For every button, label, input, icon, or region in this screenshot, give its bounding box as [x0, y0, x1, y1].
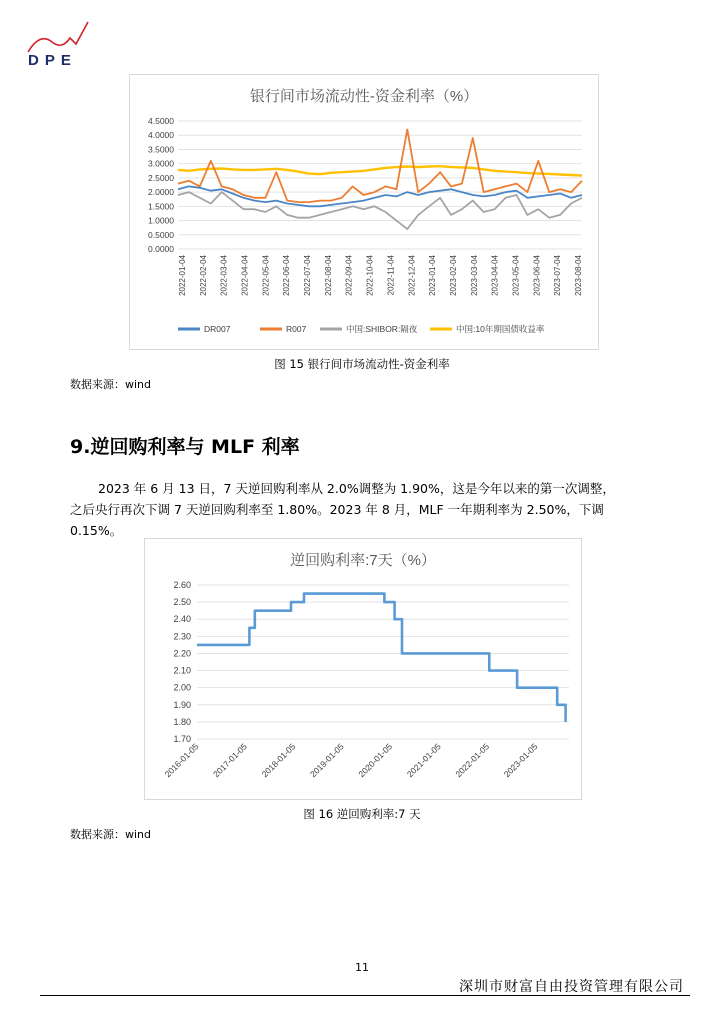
x-tick-label: 2022-12-04	[407, 255, 417, 296]
y-tick-label: 2.5000	[148, 172, 174, 183]
x-tick-label: 2020-01-05	[356, 741, 395, 780]
chart2-source: 数据来源：wind	[70, 828, 152, 841]
section-title: 9.逆回购利率与 MLF 利率	[70, 436, 300, 458]
x-tick-label: 2021-01-05	[404, 741, 443, 780]
y-tick-label: 0.0000	[148, 244, 174, 254]
x-tick-label: 2023-01-05	[501, 741, 540, 780]
para-line-1: 2023 年 6 月 13 日，7 天逆回购利率从 2.0%调整为 1.90%，这是今年以来的第一次调整，	[98, 481, 615, 496]
page-number: 11	[355, 961, 369, 974]
series-line-1	[178, 130, 582, 203]
x-tick-label: 2022-06-04	[282, 255, 292, 296]
y-tick-label: 2.50	[173, 597, 191, 608]
y-tick-label: 0.5000	[148, 229, 174, 240]
y-tick-label: 2.40	[173, 614, 191, 625]
x-tick-label: 2023-01-04	[428, 255, 438, 296]
x-tick-label: 2023-02-04	[448, 255, 458, 296]
y-tick-label: 3.5000	[148, 144, 174, 155]
x-tick-label: 2019-01-05	[307, 741, 346, 780]
figure-16-caption: 图 16 逆回购利率:7 天	[303, 807, 421, 821]
x-tick-label: 2022-04-04	[240, 255, 250, 296]
x-tick-label: 2023-07-04	[553, 255, 563, 296]
reverse-repo-svg	[145, 539, 581, 799]
y-tick-label: 2.10	[173, 665, 191, 676]
chart-liquidity-rates	[129, 74, 599, 350]
x-tick-label: 2022-09-04	[344, 255, 354, 296]
chart-title: 银行间市场流动性-资金利率（%）	[249, 88, 479, 105]
y-tick-label: 1.0000	[148, 215, 174, 226]
reverse-repo-line	[197, 594, 566, 722]
x-tick-label: 2022-02-04	[198, 255, 208, 296]
y-tick-label: 1.90	[173, 699, 191, 710]
y-tick-label: 2.20	[173, 648, 191, 659]
company-name: 深圳市财富自由投资管理有限公司	[459, 979, 684, 995]
x-tick-label: 2022-10-04	[365, 255, 375, 296]
figure-15-caption: 图 15 银行间市场流动性-资金利率	[274, 357, 450, 371]
para-line-3: 0.15%。	[70, 523, 123, 538]
x-tick-label: 2023-03-04	[469, 255, 479, 296]
x-tick-label: 2022-01-04	[178, 255, 187, 296]
footer-divider	[40, 995, 690, 996]
logo-text: DPE	[28, 52, 77, 69]
chart1-source: 数据来源：wind	[70, 378, 152, 391]
x-tick-label: 2023-04-04	[490, 255, 500, 296]
x-tick-label: 2022-05-04	[261, 255, 271, 296]
y-tick-label: 2.00	[173, 682, 191, 693]
legend-label: R007	[286, 324, 307, 334]
x-tick-label: 2022-11-04	[386, 255, 396, 296]
series-line-3	[178, 166, 582, 175]
y-tick-label: 2.30	[173, 631, 191, 642]
x-tick-label: 2017-01-05	[211, 741, 249, 780]
section-paragraph	[70, 478, 670, 541]
para-line-2: 之后央行再次下调 7 天逆回购利率至 1.80%。2023 年 8 月，MLF 一年期利率为 2.50%，下调	[70, 502, 604, 517]
x-tick-label: 2018-01-05	[259, 741, 298, 780]
y-tick-label: 3.0000	[148, 158, 174, 169]
legend-label: 中国:10年期国债收益率	[456, 324, 545, 334]
y-tick-label: 4.0000	[148, 130, 174, 141]
y-tick-label: 1.5000	[148, 201, 174, 212]
x-tick-label: 2022-07-04	[303, 255, 313, 296]
x-tick-label: 2022-01-05	[453, 741, 492, 780]
y-tick-label: 2.60	[173, 580, 191, 590]
x-tick-label: 2023-08-04	[574, 255, 583, 296]
liquidity-rates-svg	[130, 75, 598, 349]
chart-title: 逆回购利率:7天（%）	[290, 552, 436, 569]
x-tick-label: 2022-08-04	[323, 255, 333, 296]
legend-label: 中国:SHIBOR:隔夜	[346, 324, 418, 334]
legend-label: DR007	[204, 324, 231, 334]
y-tick-label: 1.70	[173, 734, 191, 744]
x-tick-label: 2016-01-05	[162, 741, 201, 780]
chart-reverse-repo	[144, 538, 582, 800]
series-line-2	[178, 192, 582, 229]
x-tick-label: 2022-03-04	[219, 255, 229, 296]
y-tick-label: 4.5000	[148, 116, 174, 126]
y-tick-label: 1.80	[173, 716, 191, 727]
x-tick-label: 2023-06-04	[532, 255, 542, 296]
y-tick-label: 2.0000	[148, 187, 174, 198]
x-tick-label: 2023-05-04	[511, 255, 521, 296]
